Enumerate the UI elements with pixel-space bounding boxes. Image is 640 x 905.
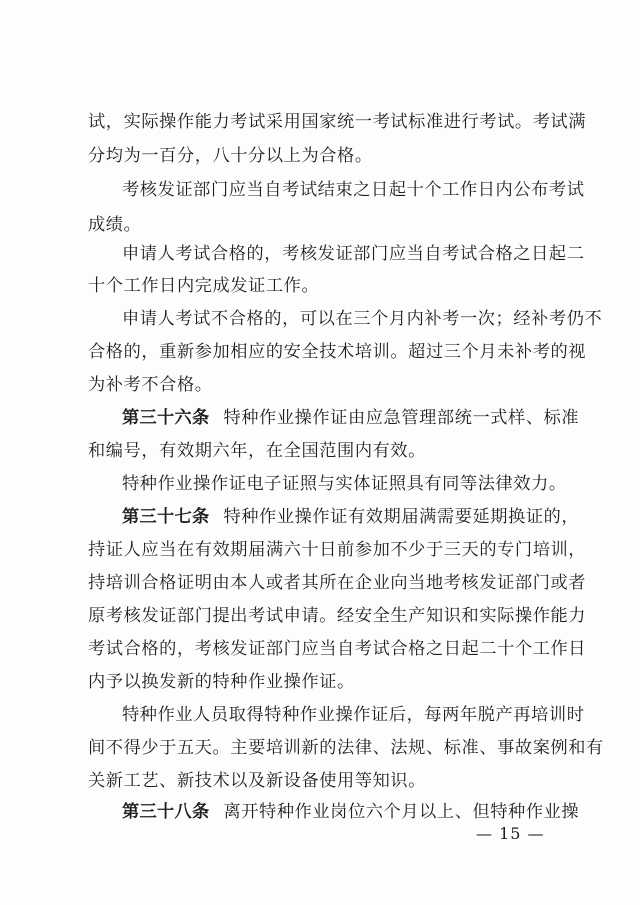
paragraph-line: 内予以换发新的特种作业操作证。 (88, 672, 355, 692)
paragraph-line: 申请人考试不合格的，可以在三个月内补考一次；经补考仍不 (122, 309, 603, 329)
paragraph-line: 试，实际操作能力考试采用国家统一考试标准进行考试。考试满 (88, 112, 587, 132)
article-37-line: 第三十七条 特种作业操作证有效期届满需要延期换证的， (122, 507, 580, 527)
paragraph-line: 特种作业操作证电子证照与实体证照具有同等法律效力。 (122, 474, 567, 494)
paragraph-line: 持培训合格证明由本人或者其所在企业向当地考核发证部门或者 (88, 573, 587, 593)
paragraph-line: 考试合格的，考核发证部门应当自考试合格之日起二十个工作日 (88, 639, 587, 659)
paragraph-line: 持证人应当在有效期届满六十日前参加不少于三天的专门培训， (88, 540, 587, 560)
paragraph-line: 分均为一百分，八十分以上为合格。 (88, 146, 373, 166)
paragraph-line: 特种作业人员取得特种作业操作证后，每两年脱产再培训时 (122, 705, 585, 725)
paragraph-line: 申请人考试合格的，考核发证部门应当自考试合格之日起二 (122, 244, 585, 264)
paragraph-line: 十个工作日内完成发证工作。 (88, 276, 320, 296)
paragraph-line: 原考核发证部门提出考试申请。经安全生产知识和实际操作能力 (88, 606, 587, 626)
page-number: — 15 — (476, 824, 545, 843)
article-number: 第三十七条 (122, 507, 210, 527)
paragraph-line: 为补考不合格。 (88, 375, 213, 395)
paragraph-line: 关新工艺、新技术以及新设备使用等知识。 (88, 771, 426, 791)
paragraph-line: 间不得少于五天。主要培训新的法律、法规、标准、事故案例和有 (88, 738, 604, 758)
paragraph-line: 成绩。 (88, 215, 142, 235)
article-38-line: 第三十八条 离开特种作业岗位六个月以上、但特种作业操 (122, 802, 580, 822)
article-number: 第三十八条 (122, 802, 210, 822)
paragraph-line: 合格的，重新参加相应的安全技术培训。超过三个月未补考的视 (88, 342, 587, 362)
paragraph-line: 考核发证部门应当自考试结束之日起十个工作日内公布考试 (122, 180, 585, 200)
paragraph-line: 和编号，有效期六年，在全国范围内有效。 (88, 441, 426, 461)
article-36-line: 第三十六条 特种作业操作证由应急管理部统一式样、标准 (122, 408, 580, 428)
article-number: 第三十六条 (122, 408, 210, 428)
